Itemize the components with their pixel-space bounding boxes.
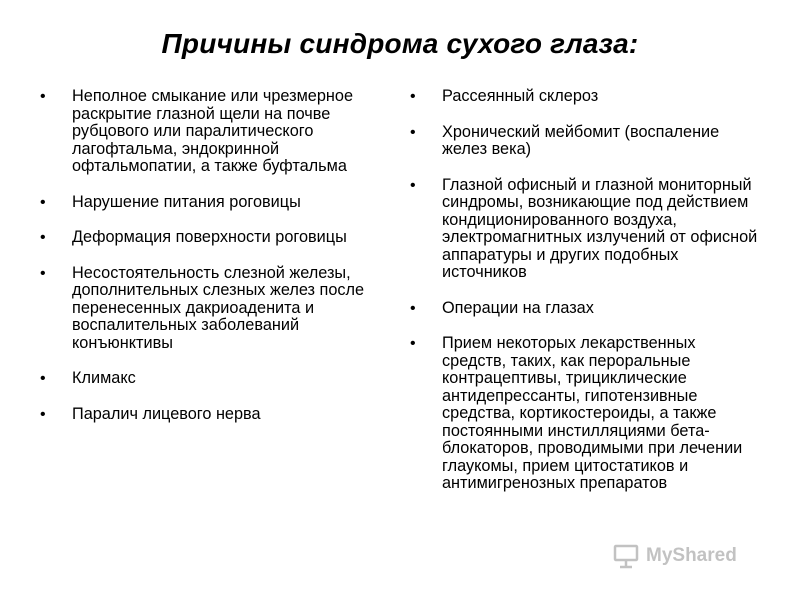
- list-item-text: Прием некоторых лекарственных средств, таких, как пероральные контрацептивы, трициклические антидепрессанты, гипотензивные средства, кортикостероиды, а также постоянными инстилляциями бета-блокаторов, проводимыми при лечении глаукомы, прием цитостатиков и антимигренозных препаратов: [442, 334, 743, 492]
- list-item-text: Паралич лицевого нерва: [72, 404, 261, 423]
- bullet-icon: •: [410, 176, 416, 194]
- slide-title: Причины синдрома сухого глаза:: [161, 28, 639, 59]
- list-item-text: Рассеянный склероз: [442, 87, 599, 105]
- list-item: [410, 124, 760, 159]
- list-item: [40, 229, 385, 247]
- list-item-text: Нарушение питания роговицы: [72, 192, 301, 211]
- list-item: [410, 88, 760, 106]
- right-bullet-list: [410, 88, 760, 493]
- list-item: [40, 265, 385, 353]
- bullet-icon: •: [40, 405, 46, 423]
- list-item-text: Глазной офисный и глазной мониторный синдромы, возникающие под действием кондиционированного воздуха, электромагнитных излучений от офисной аппаратуры и других подобных источников: [442, 175, 758, 281]
- bullet-icon: •: [410, 88, 416, 105]
- bullet-icon: •: [410, 299, 416, 317]
- list-item-text: Неполное смыкание или чрезмерное раскрытие глазной щели на почве рубцового или паралитического лагофтальма, эндокринной офтальмопатии, а также буфтальма: [72, 87, 354, 175]
- list-item: [40, 88, 385, 176]
- watermark-logo: [612, 541, 737, 571]
- bullet-icon: •: [40, 88, 46, 105]
- list-item-text: Климакс: [72, 369, 136, 387]
- left-bullet-list: [40, 88, 385, 423]
- list-item: [40, 370, 385, 388]
- bullet-icon: •: [410, 123, 416, 141]
- bullet-icon: •: [40, 193, 46, 211]
- bullet-icon: •: [40, 370, 46, 387]
- list-item: [410, 177, 760, 282]
- list-item-text: Операции на глазах: [442, 298, 594, 317]
- presentation-screen-icon: [612, 542, 640, 570]
- list-item: [40, 194, 385, 212]
- bullet-icon: •: [40, 229, 46, 246]
- list-item-text: Хронический мейбомит (воспаление желез века): [442, 122, 720, 158]
- watermark-text: MyShared: [646, 545, 737, 566]
- list-item: [410, 335, 760, 493]
- list-item-text: Деформация поверхности роговицы: [72, 228, 347, 246]
- bullet-icon: •: [40, 264, 46, 282]
- list-item: [410, 300, 760, 318]
- bullet-icon: •: [410, 335, 416, 352]
- list-item-text: Несостоятельность слезной железы, дополнительных слезных желез после перенесенных дакриоаденита и воспалительных заболеваний конъюнктивы: [72, 263, 365, 352]
- list-item: [40, 406, 385, 424]
